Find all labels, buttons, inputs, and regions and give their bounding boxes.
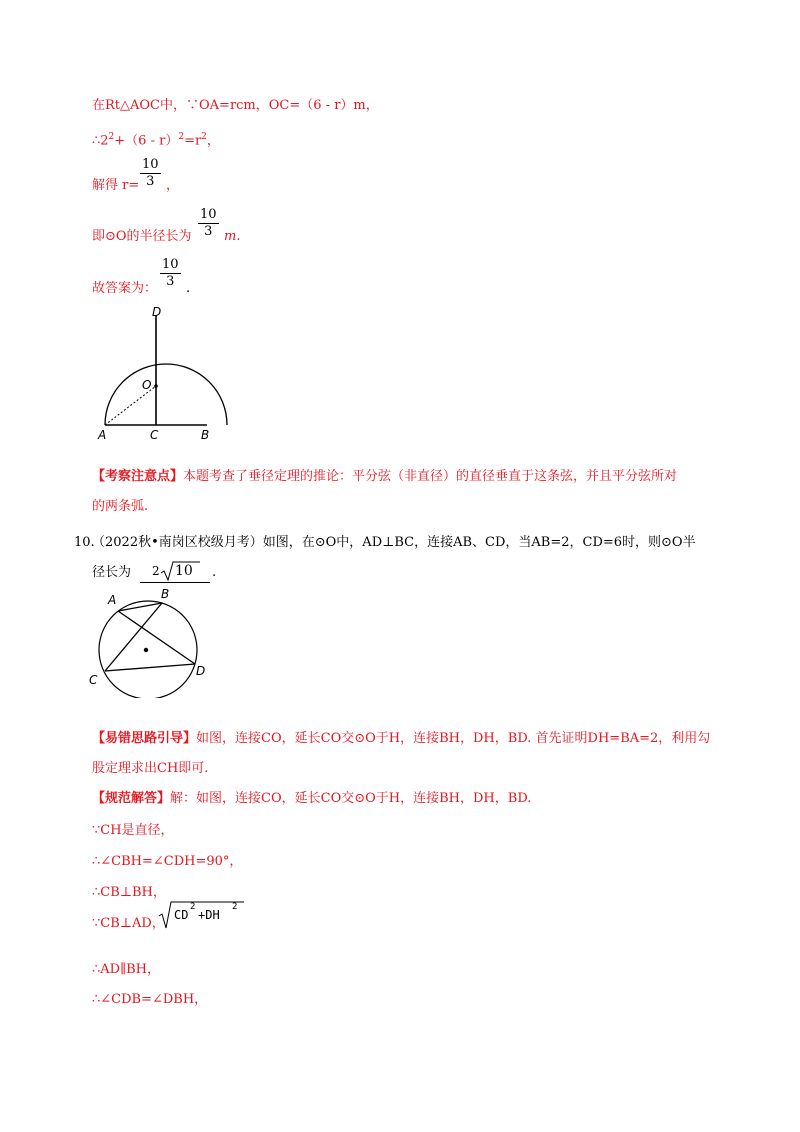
circle-arc bbox=[105, 364, 227, 425]
solution10-line1 bbox=[92, 790, 531, 808]
sqrt-expression bbox=[158, 900, 248, 930]
note-text: 本题考查了垂径定理的推论：平分弦（非直径）的直径垂直于这条弦，并且平分弦所对 bbox=[183, 469, 678, 484]
eq-part: ∴2 bbox=[92, 133, 109, 149]
answer-radicand: 10 bbox=[175, 563, 193, 579]
superscript: 2 bbox=[201, 132, 207, 142]
center-point-o bbox=[154, 384, 158, 388]
fraction-num: 10 bbox=[200, 207, 217, 222]
fraction-den: 3 bbox=[204, 224, 213, 239]
eq-part: =r bbox=[184, 133, 202, 149]
problem10-text-line2-post: . bbox=[212, 565, 217, 580]
sqrt-sup2: 2 bbox=[232, 902, 238, 912]
problem10-text-line2: 径长为 bbox=[92, 565, 132, 580]
answer-blank bbox=[140, 560, 210, 583]
solution9-line5-post: . bbox=[186, 281, 191, 296]
solution9-line4-post: m. bbox=[224, 229, 241, 244]
chord-ad bbox=[118, 611, 195, 664]
note9-line1 bbox=[92, 468, 677, 486]
note-tag: 【考察注意点】 bbox=[92, 469, 184, 484]
chord-cd bbox=[105, 664, 195, 671]
fraction-10-over-3 bbox=[140, 158, 161, 189]
answer-coef: 2 bbox=[152, 564, 160, 578]
solution-tag: 【规范解答】 bbox=[92, 791, 171, 806]
center-point-o bbox=[144, 648, 148, 652]
sqrt-sup1: 2 bbox=[190, 902, 196, 912]
hint10-line1 bbox=[92, 730, 710, 748]
label-c: C bbox=[89, 673, 98, 687]
problem10-text-line1: （2022秋•南岗区校级月考）如图，在⊙O中，AD⊥BC，连接AB、CD，当AB=2，CD=6时，则⊙O半 bbox=[92, 535, 696, 550]
fraction-den: 3 bbox=[146, 174, 155, 189]
solution10-line5: ∵CB⊥AD， bbox=[92, 916, 165, 931]
fraction-den: 3 bbox=[166, 274, 175, 289]
sqrt-cd: CD bbox=[174, 908, 189, 922]
problem10-number: 10. bbox=[74, 535, 95, 550]
solution10-line7: ∴∠CDB=∠DBH， bbox=[92, 992, 208, 1007]
label-a: A bbox=[98, 428, 107, 442]
label-c: C bbox=[150, 428, 159, 442]
eq-part: +（6 - r） bbox=[114, 133, 179, 149]
solution9-line1: 在Rt△AOC中，∵OA=rcm，OC=（6 - r）m， bbox=[92, 98, 379, 113]
solution9-line4: 即⊙O的半径长为 bbox=[92, 229, 192, 244]
eq-part: ， bbox=[206, 133, 220, 149]
sqrt-dh: +DH bbox=[198, 908, 220, 922]
label-d: D bbox=[152, 305, 162, 319]
label-a: A bbox=[108, 593, 117, 607]
chord-bc bbox=[105, 603, 162, 671]
hint-text: 如图，连接CO，延长CO交⊙O于H，连接BH，DH，BD. 首先证明DH=BA=2，利用勾 bbox=[196, 731, 711, 746]
hint10-line2: 股定理求出CH即可. bbox=[92, 761, 209, 776]
solution9-line2 bbox=[92, 128, 220, 150]
fraction-num: 10 bbox=[162, 257, 179, 272]
label-b: B bbox=[161, 588, 170, 601]
superscript: 2 bbox=[178, 132, 185, 142]
label-b: B bbox=[201, 428, 210, 442]
solution9-line5: 故答案为： bbox=[92, 281, 158, 296]
note9-line2: 的两条弧. bbox=[92, 499, 149, 514]
solution9-line3-post: ， bbox=[166, 178, 180, 193]
circle-figure-10 bbox=[86, 588, 226, 698]
solution10-line4: ∴CB⊥BH， bbox=[92, 885, 166, 900]
solution10-line2: ∵CH是直径， bbox=[92, 823, 174, 838]
fraction-num: 10 bbox=[142, 157, 159, 172]
solution10-line3: ∴∠CBH=∠CDH=90°， bbox=[92, 854, 243, 869]
label-d: D bbox=[196, 664, 206, 678]
solution9-line3: 解得 r= bbox=[92, 178, 140, 193]
fraction-10-over-3 bbox=[198, 208, 219, 239]
solution10-line6: ∴AD∥BH， bbox=[92, 962, 160, 977]
circle-figure-9 bbox=[88, 302, 238, 442]
fraction-10-over-3 bbox=[160, 258, 181, 289]
hint-tag: 【易错思路引导】 bbox=[92, 731, 197, 746]
label-o: O bbox=[142, 378, 152, 392]
solution-text: 解：如图，连接CO，延长CO交⊙O于H，连接BH，DH，BD. bbox=[170, 791, 532, 806]
superscript: 2 bbox=[108, 132, 115, 142]
